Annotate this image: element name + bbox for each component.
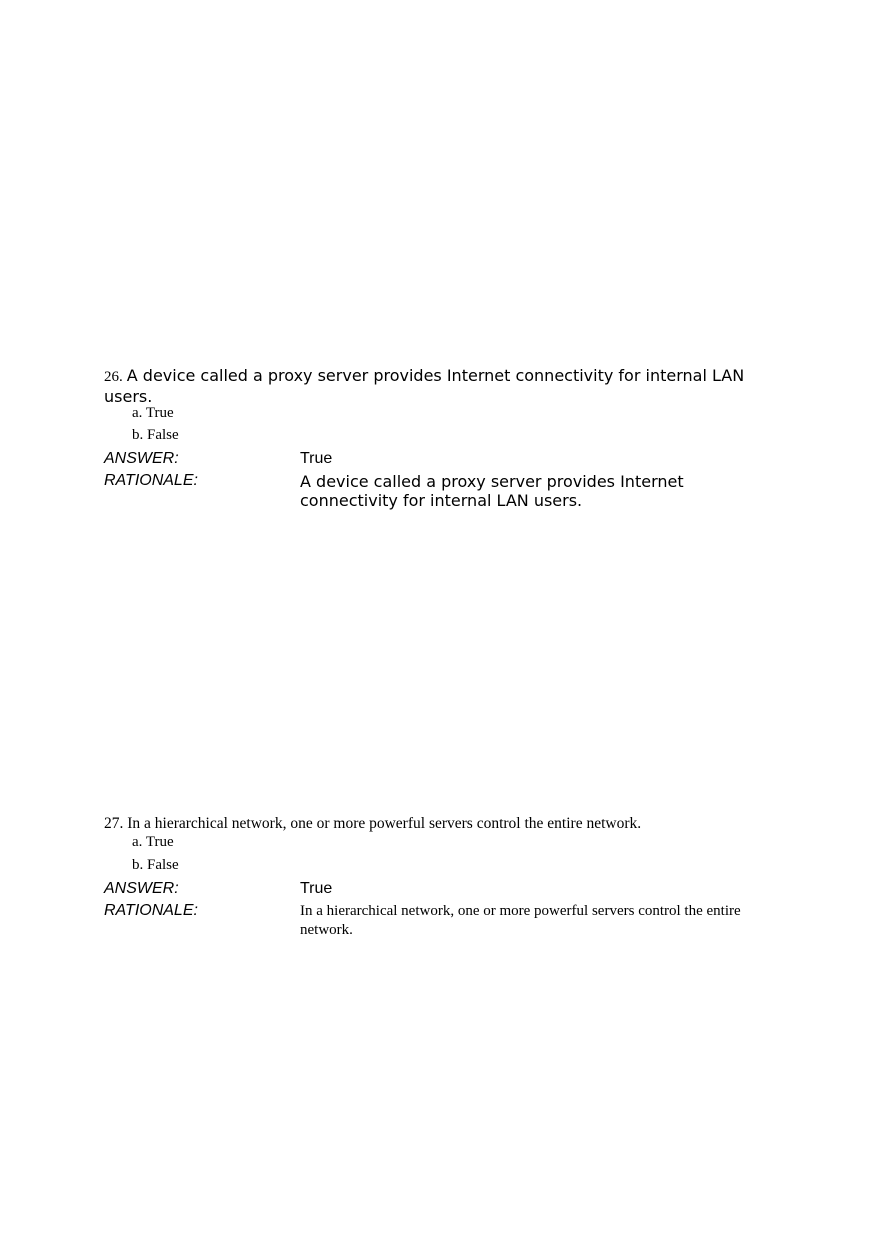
answer-label: ANSWER: xyxy=(104,450,179,467)
question-number: 27. xyxy=(104,815,124,832)
question-number: 26. xyxy=(104,369,123,385)
question-text: In a hierarchical network, one or more powerful servers control the entire network. xyxy=(127,815,642,832)
option-b: b. False xyxy=(132,857,179,873)
answer-value: True xyxy=(300,450,333,467)
rationale-label: RATIONALE: xyxy=(104,902,198,919)
question-26-stem xyxy=(104,366,764,407)
rationale-label: RATIONALE: xyxy=(104,472,198,489)
question-text: A device called a proxy server provides Internet connectivity for internal LAN users. xyxy=(104,366,745,406)
question-27-stem xyxy=(104,816,641,832)
option-a: a. True xyxy=(132,834,174,850)
rationale-text: A device called a proxy server provides Internet connectivity for internal LAN users. xyxy=(300,472,684,510)
rationale-text: In a hierarchical network, one or more powerful servers control the entire network. xyxy=(300,903,741,938)
answer-value: True xyxy=(300,880,333,897)
answer-label: ANSWER: xyxy=(104,880,179,897)
option-a: a. True xyxy=(132,405,174,421)
option-b: b. False xyxy=(132,427,179,443)
